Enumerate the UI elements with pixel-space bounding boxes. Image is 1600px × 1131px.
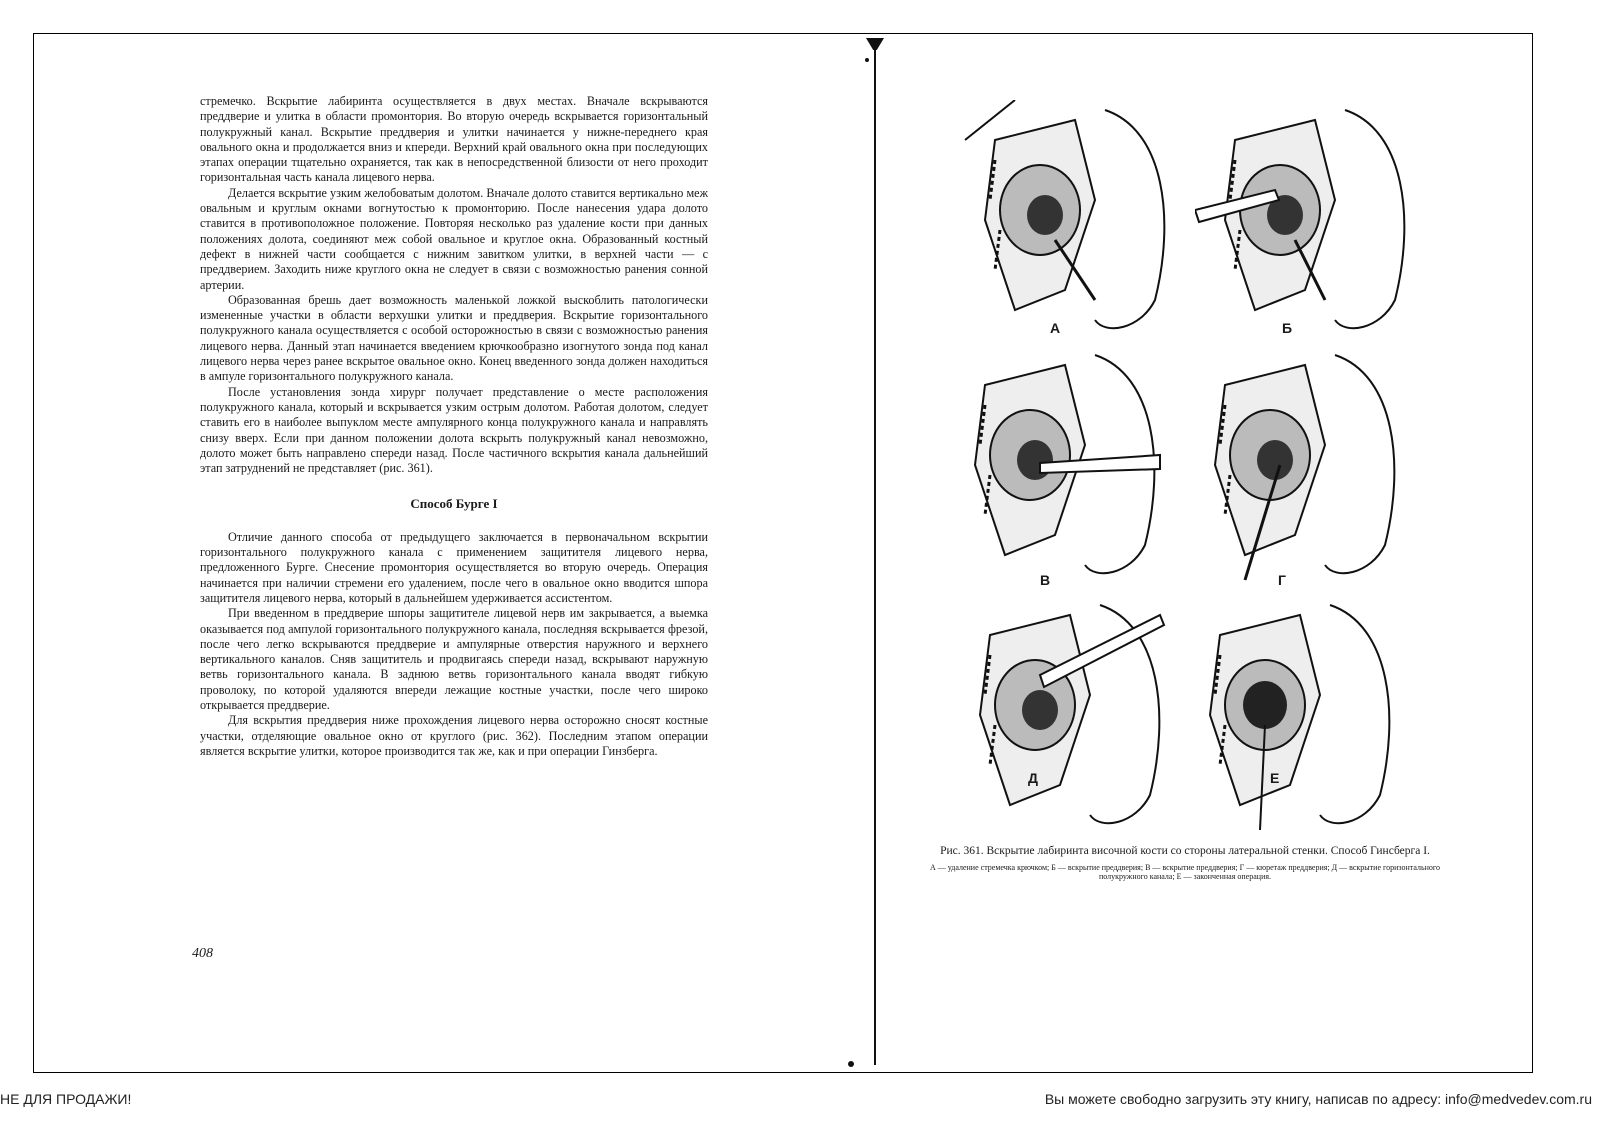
figure-panel-c: [945, 345, 1165, 585]
figure-letter: Е: [1270, 770, 1280, 786]
figure-panel-f: [1180, 595, 1400, 835]
figure-letter: А: [1050, 320, 1061, 336]
footer-contact: Вы можете свободно загрузить эту книгу, написав по адресу: info@medvedev.com.ru: [1044, 1091, 1592, 1107]
paragraph: При введенном в преддверие шпоры защитителе лицевой нерв им закрывается, а выемка оказывается под ампулой горизонтального полукружного канала, последняя вскрывается фрезой, после чего легко вскрываются преддверие и ампулярные отверстия наружного и верхнего вертикального каналов. Сняв защититель и продвигаясь спереди назад, вскрывают наружную ветвь горизонтального канала. В заднюю ветвь горизонтального канала вводят гибкую проволоку, по которой удаляются впереди лежащие костные участки, после чего широко открывается преддверие.: [200, 606, 708, 712]
figure-panel-a: [955, 100, 1175, 340]
figure-panel-e: [950, 595, 1170, 835]
surgical-illustration: [955, 100, 1175, 340]
figure-letter: Д: [1028, 770, 1038, 786]
paragraph: Образованная брешь дает возможность маленькой ложкой выскоблить патологически измененные участки в области верхушки улитки и преддверия. Вскрытие горизонтального полукружного канала осуществляется с особой осторожностью в связи с возможностью ранения лицевого нерва. Данный этап начинается введением крючкообразно изогнутого зонда под канал лицевого нерва через ранее вскрытое овальное окно. Конец введенного зонда должен находиться в ампуле горизонтального полукружного канала.: [200, 292, 708, 384]
surgical-illustration: [1185, 345, 1405, 585]
figure-panel-d: [1185, 345, 1405, 585]
left-page-text: [200, 94, 708, 759]
page-number: 408: [192, 946, 213, 961]
section-title: Способ Бурге I: [410, 496, 498, 512]
paragraph: Делается вскрытие узким желобоватым долотом. Вначале долото ставится вертикально меж овальным и круглым окнами вогнутостью к промонторию. После нанесения удара долото ставится в противоположное положение. Повторяя несколько раз удаление кости при данных положениях долота, соединяют меж собой овальное и круглое окна. Образованный костный дефект в нижней части сообщается с нижним завитком улитки, в верхней части — с преддверием. Заходить ниже круглого окна не следует в связи с возможностью ранения сонной артерии.: [200, 185, 708, 292]
figure-panel-b: [1195, 100, 1415, 340]
spine-dot: [848, 1061, 854, 1067]
surgical-illustration: [1180, 595, 1400, 835]
figure-letter: В: [1040, 572, 1051, 588]
spine-dot: [865, 58, 869, 62]
figure-361: [940, 90, 1420, 800]
paragraph: стремечко. Вскрытие лабиринта осуществляется в двух местах. Вначале вскрываются преддверие и улитка в области промонтория. Во вторую очередь вскрывается горизонтальный полукружный канал. Вскрытие преддверия и улитки начинается у нижне-переднего края овального окна и продолжается вниз и кпереди. Верхний край овального окна при последующих этапах операции тщательно охраняется, так как в непосредственной близости от него проходит горизонтальная часть канала лицевого нерва.: [200, 94, 708, 185]
caption-title: Рис. 361. Вскрытие лабиринта височной кости со стороны латеральной стенки. Способ Гинсберга I.: [940, 845, 1430, 857]
surgical-illustration: [1195, 100, 1415, 340]
paragraph: Для вскрытия преддверия ниже прохождения лицевого нерва осторожно сносят костные участки, отделяющие овальное окно от круглого (рис. 362). Последним этапом операции является вскрытие улитки, которое производится так же, как и при операции Гинзберга.: [200, 713, 708, 758]
paragraph: После установления зонда хирург получает представление о месте расположения полукружного канала, который и вскрывается узким острым долотом. Работая долотом, следует ставить его в наиболее выпуклом месте ампулярного конца полукружного канала и направлять снизу вверх. Если при данном положении долота вскрыть полукружный канал невозможно, долото может быть направлено спереди назад. После частичного вскрытия канала дальнейший этап затруднений не представляет (рис. 361).: [200, 384, 708, 476]
footer-notice: НЕ ДЛЯ ПРОДАЖИ!: [0, 1091, 132, 1107]
figure-letter: Г: [1278, 572, 1286, 588]
figure-letter: Б: [1282, 320, 1293, 336]
figure-caption: [930, 845, 1440, 881]
caption-legend: А — удаление стремечка крючком; Б — вскрытие преддверия; В — вскрытие преддверия; Г — кюретаж преддверия; Д — вскрытие горизонтального полукружного канала; Е — законченная операция.: [930, 863, 1440, 881]
surgical-illustration: [950, 595, 1170, 835]
paragraph: Отличие данного способа от предыдущего заключается в первоначальном вскрытии горизонтального полукружного канала с применением защитителя лицевого нерва, предложенного Бурге. Снесение промонтория осуществляется во вторую очередь. Операция начинается при наличии стремени его удалением, после чего в овальное окно вводится шпора защитителя лицевого нерва, который в дальнейшем удерживается ассистентом.: [200, 529, 708, 605]
surgical-illustration: [945, 345, 1165, 585]
book-spine: [874, 40, 876, 1065]
